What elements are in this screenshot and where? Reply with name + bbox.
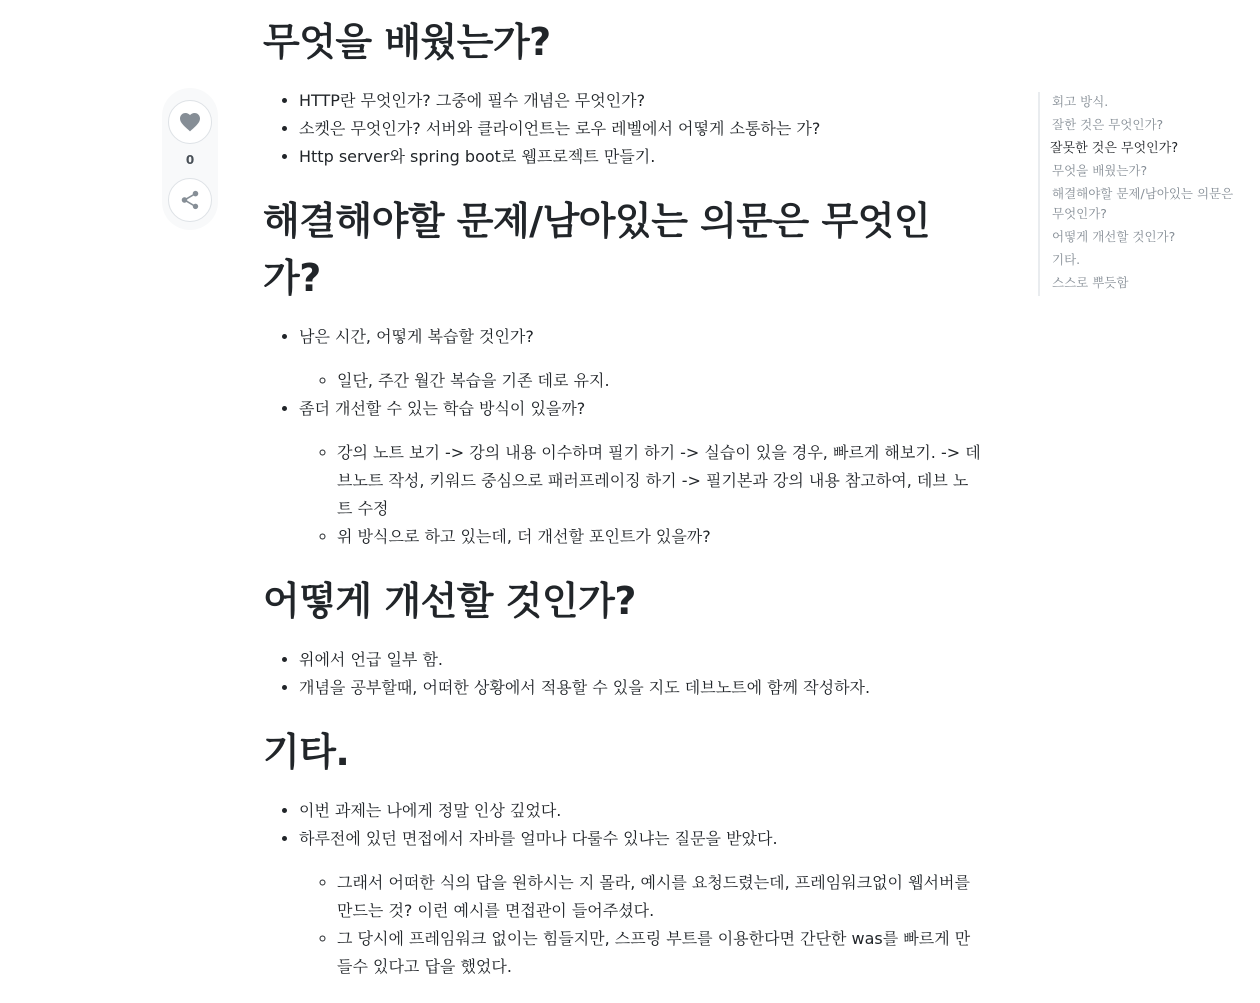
- sub-list-item: ◦ 일단, 주간 월간 복습을 기존 데로 유지.: [337, 367, 983, 395]
- list-item: [299, 797, 983, 825]
- bullet-list: [263, 646, 983, 702]
- toc-item[interactable]: 회고 방식.: [1052, 94, 1109, 109]
- sub-list-item: ◦ 그래서 어떠한 식의 답을 원하시는 지 몰라, 예시를 요청드렸는데, 프레임워크없이 웹서버를 만드는 것? 이런 예시를 면접관이 들어주셨다.: [337, 869, 983, 925]
- list-item-text: 이번 과제는 나에게 정말 인상 깊었다.: [299, 801, 562, 820]
- section-heading: 해결해야할 문제/남아있는 의문은 무엇인가?: [263, 199, 931, 300]
- list-item: [299, 646, 983, 674]
- list-item-text: Http server와 spring boot로 웹프로젝트 만들기.: [299, 147, 656, 166]
- section-heading: 무엇을 배웠는가?: [263, 20, 551, 64]
- share-icon: [179, 189, 201, 211]
- sub-list-item: ◦ 위 방식으로 하고 있는데, 더 개선할 포인트가 있을까?: [337, 523, 983, 551]
- toc-item[interactable]: 스스로 뿌듯함: [1052, 275, 1129, 290]
- table-of-contents: [1038, 92, 1248, 296]
- toc-item[interactable]: 어떻게 개선할 것인가?: [1052, 229, 1176, 244]
- list-item-text: HTTP란 무엇인가? 그중에 필수 개념은 무엇인가?: [299, 91, 646, 110]
- sub-list: [299, 367, 983, 395]
- list-item: [299, 143, 983, 171]
- share-button[interactable]: [168, 178, 212, 222]
- toc-item[interactable]: 무엇을 배웠는가?: [1052, 163, 1148, 178]
- floating-actions: [162, 88, 218, 230]
- toc-item[interactable]: 잘못한 것은 무엇인가?: [1050, 139, 1179, 156]
- list-item-text: 남은 시간, 어떻게 복습할 것인가?: [299, 327, 534, 346]
- bullet-list: [263, 87, 983, 171]
- bullet-list: [263, 323, 983, 551]
- list-item-text: 위에서 언급 일부 함.: [299, 650, 443, 669]
- list-item: [299, 395, 983, 551]
- post-content: [263, 14, 983, 1003]
- list-item: [299, 115, 983, 143]
- list-item: [299, 674, 983, 702]
- list-item-text: 소켓은 무엇인가? 서버와 클라이언트는 로우 레벨에서 어떻게 소통하는 가?: [299, 119, 821, 138]
- section: [263, 14, 983, 171]
- sub-list: [299, 439, 983, 551]
- heart-icon: [178, 110, 202, 134]
- list-item: [299, 825, 983, 981]
- sub-list: [299, 869, 983, 981]
- bullet-list: [263, 797, 983, 981]
- section: [263, 724, 983, 981]
- section: [263, 573, 983, 702]
- section-heading: 기타.: [263, 730, 350, 774]
- section: [263, 193, 983, 551]
- list-item-text: 개념을 공부할때, 어떠한 상황에서 적용할 수 있을 지도 데브노트에 함께 작성하자.: [299, 678, 871, 697]
- list-item-text: 좀더 개선할 수 있는 학습 방식이 있을까?: [299, 399, 586, 418]
- toc-item[interactable]: 기타.: [1052, 252, 1081, 267]
- toc-item[interactable]: 잘한 것은 무엇인가?: [1052, 117, 1164, 132]
- toc-item[interactable]: 해결해야할 문제/남아있는 의문은 무엇인가?: [1052, 186, 1234, 221]
- list-item-text: 하루전에 있던 면접에서 자바를 얼마나 다룰수 있냐는 질문을 받았다.: [299, 829, 778, 848]
- sub-list-item: ◦ 그 당시에 프레임워크 없이는 힘들지만, 스프링 부트를 이용한다면 간단한 was를 빠르게 만들수 있다고 답을 했었다.: [337, 925, 983, 981]
- like-button[interactable]: [168, 100, 212, 144]
- section-heading: 어떻게 개선할 것인가?: [263, 579, 636, 623]
- like-count: 0: [185, 153, 195, 167]
- list-item: [299, 87, 983, 115]
- list-item: [299, 323, 983, 395]
- sub-list-item: ◦ 강의 노트 보기 -> 강의 내용 이수하며 필기 하기 -> 실습이 있을 경우, 빠르게 해보기. -> 데브노트 작성, 키워드 중심으로 패러프레이징 하기 -> 필기본과 강의 내용 참고하여, 데브 노트 수정: [337, 439, 983, 523]
